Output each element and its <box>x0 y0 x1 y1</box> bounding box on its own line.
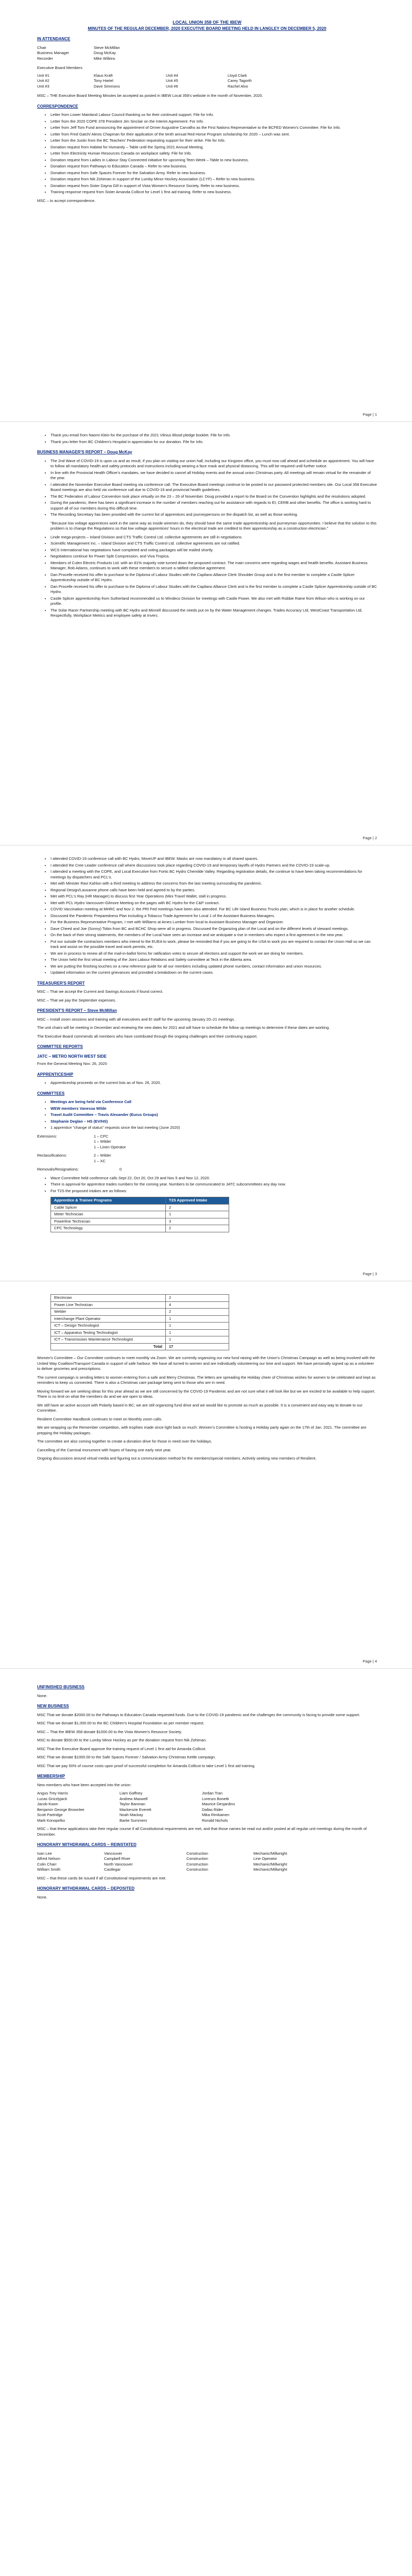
member-name: Mackenzie Everett <box>119 1807 151 1812</box>
table-cell: Cable Splicer <box>51 1204 166 1211</box>
list-item: • I attended the November Executive Board meeting via conference call. The Executive Board meetings continue to be posted to our password protected members site. Our Local 358 Executive Board meetings are also held via conference call due to COVID-19 and provincial health guidelines. <box>50 482 377 493</box>
document-subtitle: MINUTES OF THE REGULAR DECEMBER, 2020 EXECUTIVE BOARD MEETING HELD IN LANGLEY ON DECEMBER 5, 2020 <box>88 26 327 31</box>
women-para: The current campaign is sending letters to women entering from a safe and Merry Christmas. The letters are spreading the Holiday cheer of Christmas wishes for women to be celebrated and kept as reminders to keep us connected. There is also a Christmas care package being sent to those who are in need. <box>37 1375 376 1385</box>
committee-reports-header: COMMITTEE REPORTS <box>37 1044 83 1049</box>
removals-label: Removals/Resignations: <box>37 1167 79 1172</box>
list-item: • Negotiations continue for Power Split Compression, and Viva Tropica. <box>50 554 377 560</box>
unit-label: Unit #2 <box>37 78 49 83</box>
treasurer-header: TREASURER'S REPORT <box>37 980 85 986</box>
list-item: • Apprenticeship proceeds on the current lists as of Nov. 26, 2020. <box>50 1080 377 1086</box>
correspondence-list <box>37 112 377 195</box>
table-cell: Power Line Technician <box>51 1301 166 1309</box>
member-name: Lloyd Clark <box>228 73 247 78</box>
list-item <box>37 1797 377 1802</box>
card-branch: Construction <box>186 1856 209 1861</box>
member-name: Scott Partridge <box>37 1812 63 1817</box>
list-item: • The Recording Secretary has been provided with the current list of apprentices and journeypersons on the dispatch list, as well as those working. <box>50 512 377 518</box>
table-cell: ICT – Apparatus Testing Technologist <box>51 1329 166 1336</box>
table-cell: Electrician <box>51 1295 166 1302</box>
list-item <box>37 1791 377 1797</box>
officer-role: Chair <box>37 45 46 50</box>
member-name: Taylor Banman <box>119 1802 146 1806</box>
list-item: • Training response request from Sister Amanda Collicot for Level 1 first aid training. Refer to new business. <box>50 190 377 195</box>
table-row <box>51 1225 229 1232</box>
new-business-para: MSC That the Executive Board approve the training request of Level 1 first aid for Amanda Collicot. <box>37 1746 207 1751</box>
list-item: • For T2S the proposed intakes are as follows: <box>50 1189 377 1194</box>
list-item: • Scientific Management Inc. – Island Division and CTS Traffic Control Ltd. collective agreements are not ratified. <box>50 541 377 547</box>
unfinished-header: UNFINISHED BUSINESS <box>37 1685 85 1689</box>
membership-header: MEMBERSHIP <box>37 1774 65 1778</box>
committees-list <box>37 1099 377 1131</box>
member-name: Lucas Grizzlyjack <box>37 1796 67 1801</box>
board-member-row <box>37 84 377 90</box>
new-business-para: MSC That we donate $2000.00 to the Pathways to Education Canada requested funds. Due to the COVID-19 pandemic and the challenges the community is facing to provide some support. <box>37 1712 360 1717</box>
removals-block <box>37 1167 377 1173</box>
correspondence-header: CORRESPONDENCE <box>37 104 78 109</box>
list-item <box>37 1862 377 1868</box>
unit-label: Unit #1 <box>37 73 49 78</box>
member-name: Maurice Desjardins <box>202 1802 235 1806</box>
page-1 <box>37 20 377 207</box>
table-cell: 1 <box>166 1315 229 1323</box>
list-item: • Letter from the Justin from the BC Teachers' Federation requesting support for their strike. File for Info. <box>50 138 377 144</box>
list-item: • We are in process to renew all of the mail-in-ballot forms for ratification votes to secure all elections and support the work we are doing for members. <box>50 951 377 957</box>
card-location: Campbell River <box>104 1856 131 1861</box>
reclass-label: Reclassifications: <box>37 1153 67 1158</box>
list-item: • Stephanie Deglan – HS (EV/HS) <box>50 1119 377 1125</box>
president-para: MSC – Install zoom sessions and training with all executives and EI staff for the upcoming January 20–21 meetings. <box>37 1016 235 1022</box>
treasurer-line: MSC – That we pay the September expenses. <box>37 997 116 1003</box>
table-cell: 1 <box>166 1323 229 1330</box>
table-row <box>51 1211 229 1218</box>
list-item: • Wace Committee held conference calls Sept 22, Oct 20, Oct 29 and Nov 5 and Nov 12, 2020. <box>50 1176 377 1181</box>
list-item: • During the pandemic, there has been a significant increase in the number of members reaching out for assistance with regards to EI, CERB and other benefits. The office is working hard to support all of our members during this difficult time. <box>50 500 377 511</box>
deposited-header: HONORARY WITHDRAWAL CARDS – DEPOSITED <box>37 1886 135 1891</box>
reinstated-motion: MSC – that these cards be issued if all Constitutional requirements are met. <box>37 1875 166 1880</box>
women-para: We still have an active account with Polarity based in BC; we are still organizing fund drive and we would like to promote as much as possible. It is a convenient and easy way to donate to our Committee. <box>37 1402 363 1413</box>
member-name: Noah Mackay <box>119 1812 143 1817</box>
table-cell: 1 <box>166 1329 229 1336</box>
table-row <box>51 1309 229 1316</box>
card-location: Vancouver <box>104 1851 123 1856</box>
table-row <box>51 1323 229 1330</box>
list-item: • Letter from Lower Mainland Labour Council thanking us for their continued support. File for Info. <box>50 112 377 118</box>
board-member-row <box>37 73 377 79</box>
deposited-none: None. <box>37 1894 48 1900</box>
card-name: Colin Charr <box>37 1861 57 1867</box>
page-3 <box>37 856 377 1235</box>
bm-report2-bullets <box>37 856 377 976</box>
page-4 <box>37 1292 377 1465</box>
list-item: • Donation request from Nik Zohiman in support of the Lumby Minor Hockey Association (LCYF) – Refer to new business. <box>50 177 377 182</box>
list-item: • Castle Splicer apprenticeship from Sutherland recommended us to Windeco Division for meetings with Castle Power. We also met with Robbie Raine from Wilson who is working on our profile. <box>50 596 377 607</box>
unit-label: Unit #5 <box>166 78 178 83</box>
list-item: • I attended a meeting with the COPE, and Local Executive from Fortis BC Hydro Chemilde Valley. Regarding registration details, the continue to have been taking recommendations for meetings by dispatchers and PCL's. <box>50 869 377 880</box>
member-name: Klaus Kraft <box>94 73 113 78</box>
reclass-item: 2 – Wilder <box>94 1153 111 1158</box>
opening-motion: MSC – THE Executive Board Meeting Minutes be accepted as posted in IBEW Local 358's website in the month of November, 2020. <box>37 93 263 98</box>
new-business-para: MSC – That the IBEW 358 donate $1000.00 to the Vista Women's Resource Society. <box>37 1729 182 1734</box>
list-item: • Regional Design/Lausanne phone calls have been held and agreed to by the parties. <box>50 888 377 893</box>
list-item: • Thank you letter from BC Children's Hospital in appreciation for our donation. File for Info. <box>50 439 377 445</box>
extension-item: 1 – Linen Operator <box>94 1144 126 1149</box>
officer-name: Steve McMillan <box>94 45 120 50</box>
attendance-header: IN ATTENDANCE <box>37 37 71 41</box>
officer-row <box>37 45 377 51</box>
list-item: • The Solar Racer Partnership meeting with BC Hydro and Minnell discussed the needs put on by the Water Management changes. Trades Accuracy Ltd, WestCoast Transportation Ltd, Respectfully, Workplace Metrics and employee safety at Inverc. <box>50 608 377 619</box>
table-row <box>51 1329 229 1336</box>
member-name: Rachel Alvo <box>228 83 248 89</box>
table-cell: Total <box>51 1343 166 1350</box>
list-item: • I attended the Cree Leader conference call where discussions took place regarding COVID-19 and temporary layoffs of Hydro Partners and the COVID-19 scale-up. <box>50 863 377 869</box>
member-name: Lorenzo Bonetti <box>202 1796 229 1801</box>
list-item: • Met with Minister Ravi Kahlon with a third meeting to address the concerns from the last meeting surrounding the pandemic. <box>50 881 377 887</box>
list-item: • We are putting the finishing touches on a new reference guide for all our members including updated phone numbers, contact information and union resources. <box>50 964 377 970</box>
list-item: • Meetings are being held via Conference Call <box>50 1099 377 1105</box>
list-item: • Letter from the 2020 COPE 378 President Jim Sinclair on the Interim Agreement. For Info. <box>50 119 377 125</box>
card-name: Ivan Lee <box>37 1851 52 1856</box>
list-item: • Letter from Electricity Human Resources Canada on workplace safety. File for Info. <box>50 151 377 157</box>
membership-intro: New members who have been accepted into the union: <box>37 1782 132 1787</box>
card-name: Alfred Nelson <box>37 1856 61 1861</box>
page-number: Page | 4 <box>363 1659 377 1664</box>
table-row <box>51 1301 229 1309</box>
removals-value: 0 <box>119 1167 122 1172</box>
officer-row <box>37 50 377 56</box>
list-item: • Thank you email from Naomi Klein for the purchase of the 2021 Vilnius Blood pledge booklet. File for info. <box>50 433 377 438</box>
officer-row <box>37 56 377 62</box>
list-item: • I attended COVID-19 conference call with BC Hydro, MoveUP and IBEW. Masks are now mandatory in all shared spaces. <box>50 856 377 862</box>
reclass-values <box>94 1153 111 1164</box>
women-para: Moving forward we are seeking ideas for this year ahead as we are still concerned by the COVID-19 Pandemic and are not sure what it will look like but we are excited to be available to help support. There is no limit on what the members do and we are open to ideas. <box>37 1388 375 1399</box>
list-item: • Linde mega-projects – Inland Division and CTS Traffic Control Ltd. collective agreements are still in negotiations. <box>50 535 377 540</box>
correspondence-motion: MSC – to accept correspondence. <box>37 198 96 203</box>
card-location: North Vancouver <box>104 1861 133 1867</box>
unit-label: Unit #3 <box>37 83 49 89</box>
table-row <box>51 1295 229 1302</box>
treasurer-line: MSC – That we accept the Current and Savings Accounts if found correct. <box>37 989 163 994</box>
table-cell: Powerline Technician <box>51 1218 166 1225</box>
list-item <box>37 1812 377 1818</box>
list-item <box>37 1807 377 1813</box>
intake-table-cont <box>50 1294 229 1350</box>
list-item: • Donation request from Ladies in Labour Stay Connected initiative for upcoming Teen Week – Table to new business. <box>50 158 377 163</box>
women-para: Women's Committee – Our Committee continues to meet monthly via Zoom. We are currently organizing our new fund raising with the Union's Christmas Campaign as well as being involved with the United Way Coalition/Transport Canada in support of safe harbour. We have all turned to women and are individually volunteering our time and support. We have personally signed up as a volunteer to deliver groceries and prescriptions. <box>37 1355 375 1371</box>
member-name: Dave Simmons <box>94 83 120 89</box>
list-item <box>37 1867 377 1873</box>
member-name: Benjamin George Brownlee <box>37 1807 84 1812</box>
member-name: Andrew Maxwell <box>119 1796 148 1801</box>
card-branch: Construction <box>186 1861 209 1867</box>
list-item: • Travel Audit Committee – Travis Alexander (Eurus Groups) <box>50 1112 377 1118</box>
member-name: Angus Trey Harris <box>37 1791 68 1795</box>
list-item <box>37 1851 377 1857</box>
member-name: Jacob Kwon <box>37 1802 58 1806</box>
members-label: Executive Board Members <box>37 65 82 70</box>
reinstated-list <box>37 1851 377 1873</box>
card-branch: Construction <box>186 1851 209 1856</box>
jatc-line: From the General Meeting Nov. 26, 2020 <box>37 1061 107 1066</box>
card-name: William Smith <box>37 1867 61 1872</box>
women-para: Ongoing discussions around virtual media and figuring out a communication method for the members/special members. Actively seeking new members of Resilient. <box>37 1456 317 1461</box>
table-cell: CPC Technology <box>51 1225 166 1232</box>
list-item: • Donation request from Pathways to Education Canada – Refer to new business. <box>50 164 377 170</box>
list-item: • Met with PCL's Ray (HR Manager) to discuss first Year Operations (Mini Travel Wallet, stall in progress. <box>50 894 377 900</box>
apprenticeship-header: APPRENTICESHIP <box>37 1072 74 1077</box>
bm-report-header: BUSINESS MANAGER'S REPORT – Doug McKay <box>37 450 132 454</box>
table-cell: 3 <box>166 1218 229 1225</box>
table-cell: 17 <box>166 1343 229 1350</box>
table-row <box>51 1218 229 1225</box>
intake-table <box>50 1197 229 1232</box>
table-row <box>51 1315 229 1323</box>
list-item: • Met with PCL Hydro Vancouver-Gilmore Meeting on the pages with BC Hydro for the C&P contract. <box>50 901 377 906</box>
list-item: • Discussed the Pandemic Preparedness Plan including a Tobacco Trade Agreement for Local 1 of the Assistant Business Managers. <box>50 913 377 919</box>
list-item: • 1 apprentice "change of status" requests since the last meeting (June 2020) <box>50 1125 377 1131</box>
officer-role: Recorder <box>37 56 53 61</box>
women-para: We are wrapping up the Remember competition, with trophies made since light back so much. Women's Committee is hosting a Holiday party again on the 17th of Jan. 2021. The committee are prepping the Holiday packages. <box>37 1425 367 1435</box>
member-name: Tony Hartel <box>94 78 113 83</box>
extension-item: 1 – Wilder <box>94 1139 111 1144</box>
unit-label: Unit #4 <box>166 73 178 78</box>
reclass-block <box>37 1153 377 1164</box>
list-item: • Donation request from Sister Dayna Gill in support of Vista Women's Resource Society. Refer to new business. <box>50 183 377 189</box>
membership-motion: MSC – that these applications take their regular course if all Constitutional requirements are met, and that those names be read out and/or posted at all regular unit meetings during the month of December. <box>37 1826 367 1837</box>
table-cell: ICT – Design Technologist <box>51 1323 166 1330</box>
card-trade: Mechanic/Millwright <box>253 1867 287 1872</box>
member-name: Carey Tagorth <box>228 78 252 83</box>
page-number: Page | 3 <box>363 1272 377 1276</box>
page-number: Page | 2 <box>363 836 377 840</box>
list-item: • Donation request from Safe Spaces Forever for the Salvation Army. Refer to new business. <box>50 171 377 176</box>
card-trade: Mechanic/Millwright <box>253 1861 287 1867</box>
women-para: The committee are also coming together to create a donation drive for those in need over the holidays. <box>37 1439 212 1444</box>
document-title: LOCAL UNION 358 OF THE IBEW <box>173 20 242 25</box>
list-item: • The 2nd Wave of COVID-19 is upon us and as result, if you plan on visiting our union hall, including our Kingston office, you must now call ahead and schedule an appointment. You will have to follow all mandatory health and safety protocols and instructions including wearing a face mask and physical distancing. This will be required until further notice. <box>50 459 377 469</box>
new-business-para: MSC That we donate $1000.00 to the Safe Spaces Forever / Salvation Army Christmas Kettle campaign. <box>37 1755 216 1759</box>
unfinished-none: None. <box>37 1693 48 1698</box>
new-business-para: MSC That we donate $1,000.00 to the BC Children's Hospital Foundation as per member request. <box>37 1721 204 1725</box>
new-business-header: NEW BUSINESS <box>37 1704 69 1708</box>
list-item: • Letter from Jeff Tom Fund announcing the appointment of Ormer Augustine Carvalho as the First Nations Representative to the BCFED Women's Committee. File for Info. <box>50 125 377 131</box>
page-5 <box>37 1680 377 1903</box>
list-item: • On the back of their strong statements, the members of the Local have seen an increase and we anticipate a rise in members who expect a first agreement in the new year. <box>50 933 377 938</box>
page-divider <box>0 1668 412 1669</box>
table-cell: 1 <box>166 1336 229 1344</box>
committee-intro: The Executive Board commends all members who have contributed through the ongoing challenges and their continuing support. <box>37 1033 258 1039</box>
officer-role: Business Manager <box>37 50 70 55</box>
page-divider <box>0 421 412 422</box>
women-para: Resilient Committee Handbook continues to meet on Monthly zoom calls. <box>37 1416 163 1421</box>
new-business-para: MSC That we pay 50% of course costs upon proof of successful completion for Amanda Collicot to take Level 1 first aid training. <box>37 1763 255 1768</box>
table-cell: 2 <box>166 1295 229 1302</box>
new-business-para: MSC to donate $500.00 to the Lumby Minor Hockey as per the donation request from Nik Zohiman. <box>37 1738 207 1742</box>
list-item: • WEW members Vanessa Wilde <box>50 1106 377 1112</box>
table-cell: 4 <box>166 1301 229 1309</box>
page-number: Page | 1 <box>363 412 377 417</box>
apprenticeship-list <box>37 1080 377 1086</box>
card-trade: Line Operator <box>253 1856 277 1861</box>
president-para: The unit chairs will be meeting in December and reviewing the new dates for 2021 and will have to schedule the follow up meetings to determine if these dates are working. <box>37 1025 330 1030</box>
member-name: Mika Rimkainen <box>202 1812 230 1817</box>
extensions-values <box>94 1134 126 1150</box>
list-item: • Updated information on the current grievances and provided a breakdown on the current cases. <box>50 970 377 976</box>
board-member-row <box>37 78 377 84</box>
list-item: • Letter from Fred Gatch/ Alexis Chapman for their application of the tenth annual Red Horse Program scholarship for 2020 – Lunch was sent. <box>50 132 377 138</box>
table-header-row <box>51 1197 229 1205</box>
committees-header: COMMITTEES <box>37 1091 65 1096</box>
jatc-header: JATC – METRO NORTH WEST SIDE <box>37 1054 107 1059</box>
reclass-item: 1 – XC <box>94 1158 106 1163</box>
member-name: Jordan Tran <box>202 1791 223 1795</box>
bm-report-bullets <box>37 535 377 619</box>
table-cell: Interchange Plant Operator <box>51 1315 166 1323</box>
table-cell: Welder <box>51 1309 166 1316</box>
member-name: Dallas Rider <box>202 1807 223 1812</box>
new-members-grid <box>37 1791 377 1823</box>
list-item <box>37 1818 377 1824</box>
list-item: • Put our outside the contractors members who intend to the EUEA to work, please be reminded that if you are going to the USA to work you are required to contact the Union Hall so we can track and assist on the possible travel and work permits, etc. <box>50 939 377 950</box>
member-name: Liam Gaffney <box>119 1791 143 1795</box>
table-cell: 2 <box>166 1204 229 1211</box>
correspondence-notes <box>37 433 377 445</box>
extensions-block <box>37 1134 377 1150</box>
extensions-label: Extensions: <box>37 1133 57 1139</box>
list-item: • Dave Cheed and Joe (Sonny) Tobin from BC and BCHC Shop were all in progress. Discussed the Organizing plan of the Local and on the different levels of steward meetings. <box>50 926 377 932</box>
table-cell: 2 <box>166 1309 229 1316</box>
list-item: • WCS International has negotiations have completed and voting packages will be mailed shortly. <box>50 548 377 553</box>
table-cell: Meter Technician <box>51 1211 166 1218</box>
table-row <box>51 1336 229 1344</box>
member-name: Bartie Summers <box>119 1818 147 1823</box>
bm-quote: "Because low voltage apprentices work in the same way as inside wiremen do, they should have the same trade apprenticeship and journeyman opportunities. I believe that the solution to this problem is to change the Regulations so that low voltage apprentices' hours in the electrical trade are credited to their apprenticeship as a construction electrician." <box>50 520 377 531</box>
column-header: T2S Approved Intake <box>166 1197 229 1205</box>
list-item: • Members of Culen Electric Products Ltd. with an 81% majority vote turned down the proposed contract. The main concerns were regarding wages and health benefits. Assistant Business Manager, Rob Adams, continues to work with these members to secure a ratified collective agreement. <box>50 561 377 571</box>
table-cell: 1 <box>166 1211 229 1218</box>
card-location: Castlegar <box>104 1867 121 1872</box>
officer-name: Doug McKay <box>94 50 116 55</box>
women-para: Cancelling of the Carnival monument with hopes of having one early next year. <box>37 1447 171 1452</box>
table-cell: ICT – Transmission Maintenance Technologist <box>51 1336 166 1344</box>
list-item: • COVID Vaccination meeting at MHRC and Nov 2. the PRI Fed meetings have been also attended. For BC Life Island Business Trucks plan, which is in place for another schedule. <box>50 907 377 912</box>
table-total-row <box>51 1343 229 1350</box>
list-item: • In line with the Provincial Health Officer's mandates, we have decided to cancel all Holiday events and the annual union Christmas party. All meetings will remain virtual for the remainder of the year. <box>50 470 377 481</box>
extension-item: 1 – CPC <box>94 1133 109 1139</box>
list-item: • The Union held the first virtual meeting of the Joint Labour Relations and Safety committee at Teck in the Alberta area. <box>50 957 377 963</box>
president-header: PRESIDENT'S REPORT – Steve McMillan <box>37 1008 117 1013</box>
member-name: Ronald Nichols <box>202 1818 228 1823</box>
column-header: Apprentice & Trainee Programs <box>51 1197 166 1205</box>
list-item: • Dan Procelle received his offer to purchase to the Diploma of Labour Studies with the Capilano Alliance Clerk Shoulder Group and is the first member to complete a Castle Splicer Apprenticeship outside of BC Hydro. <box>50 572 377 583</box>
bm-report-paras <box>37 459 377 518</box>
page-2 <box>37 433 377 622</box>
member-name: Mark Konopelko <box>37 1818 65 1823</box>
reinstated-header: HONORARY WITHDRAWAL CARDS – REINSTATED <box>37 1842 136 1847</box>
card-trade: Mechanic/Millwright <box>253 1851 287 1856</box>
list-item: • For the Business Representative Program, I met with Williams at Ames Lumber from local to Assistant Business Manager and Organizer. <box>50 920 377 925</box>
training-list <box>37 1176 377 1194</box>
list-item: • There is approval for apprentice trades numbers for the coming year. Numbers to be communicated to JATC subcommittees any day now. <box>50 1182 377 1188</box>
list-item <box>37 1856 377 1862</box>
list-item: • Donation request from Habitat for Humanity – Table until the Spring 2021 Annual Meeting. <box>50 145 377 150</box>
table-cell: 2 <box>166 1225 229 1232</box>
table-row <box>51 1204 229 1211</box>
unit-label: Unit #6 <box>166 83 178 89</box>
card-branch: Construction <box>186 1867 209 1872</box>
list-item <box>37 1802 377 1807</box>
list-item: • Dan Procelle received his offer to purchase to the Diploma of Labour Studies with the Capilano Alliance Clerk and is the first member to complete a Castle Splicer Apprenticeship outside of BC Hydro. <box>50 584 377 595</box>
officer-name: Mike Wilkins <box>94 56 115 61</box>
list-item: • The BC Federation of Labour Convention took place virtually on the 23 – 26 of November. Doug provided a report to the Board on the Convention highlights and the resolutions adopted. <box>50 494 377 500</box>
